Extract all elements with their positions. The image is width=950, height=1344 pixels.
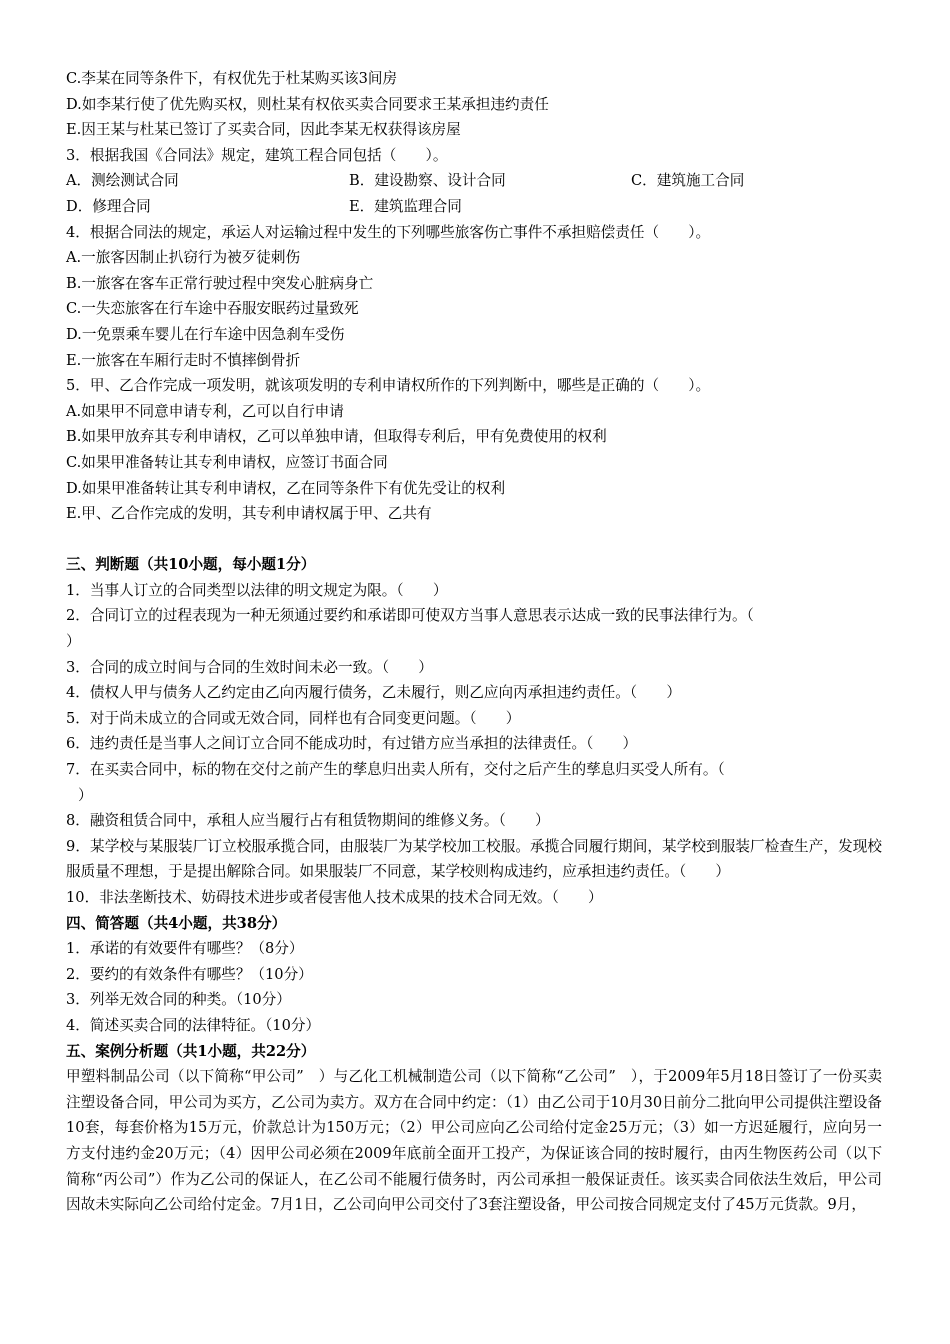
short-answer-item-4: 4．简述买卖合同的法律特征。（10分）: [66, 1016, 321, 1034]
short-answer-item-1: 1．承诺的有效要件有哪些？（8分）: [66, 940, 304, 958]
q5-option-c: C.如果甲准备转让其专利申请权，应签订书面合同: [66, 453, 388, 471]
judgment-item-10: 10．非法垄断技术、妨碍技术进步或者侵害他人技术成果的技术合同无效。（ ）: [66, 889, 603, 906]
judgment-item-5: 5．对于尚未成立的合同或无效合同，同样也有合同变更问题。（ ）: [66, 709, 521, 727]
judgment-item-9: 9．某学校与某服装厂订立校服承揽合同，由服装厂为某学校加工校服。承揽合同履行期间，某学校到服装厂检查生产，发现校服质量不理想，于是提出解除合同。如果服装厂不同意，某学校则构成违约，应承担违约责任。（ ）: [66, 837, 882, 881]
q3-option-e: E．建筑监理合同: [349, 197, 462, 215]
q3-option-c: C．建筑施工合同: [631, 172, 745, 190]
case-text: 甲塑料制品公司（以下简称“甲公司” ）与乙化工机械制造公司（以下简称“乙公司” ），于2009年5月18日签订了一份买卖注塑设备合同，甲公司为买方，乙公司为卖方。双方在合同中约定：（1）由乙公司于10月30日前分二批向甲公司提供注塑设备10套，每套价格为15万元，价款总计为150万元；（2）甲公司应向乙公司给付定金25万元；（3）如一方迟延履行，应向另一方支付违约金20万元；（4）因甲公司必须在2009年底前全面开工投产，为保证该合同的按时履行，由丙生物医药公司（以下简称“丙公司”）作为乙公司的保证人，在乙公司不能履行债务时，丙公司承担一般保证责任。该买卖合同依法生效后，甲公司因故未实际向乙公司给付定金。7月1日，乙公司向甲公司交付了3套注塑设备，甲公司按合同规定支付了45万元货款。9月，: [66, 1068, 882, 1214]
q2-option-e: E.因王某与杜某已签订了买卖合同，因此李某无权获得该房屋: [66, 121, 461, 139]
q5-option-a: A.如果甲不同意申请专利，乙可以自行申请: [66, 402, 344, 420]
judgment-item-7: 7．在买卖合同中，标的物在交付之前产生的孳息归出卖人所有，交付之后产生的孳息归买受人所有。（: [66, 761, 725, 779]
judgment-item-3: 3．合同的成立时间与合同的生效时间未必一致。（ ）: [66, 658, 433, 676]
q5-option-e: E.甲、乙合作完成的发明，其专利申请权属于甲、乙共有: [66, 505, 432, 523]
judgment-item-4: 4．债权人甲与债务人乙约定由乙向丙履行债务，乙未履行，则乙应向丙承担违约责任。（ ）: [66, 684, 681, 702]
q3-option-d: D．修理合同: [66, 197, 151, 215]
case-heading: 五、案例分析题（共1小题，共22分）: [66, 1042, 316, 1060]
judgment-heading: 三、判断题（共10小题，每小题1分）: [66, 556, 316, 574]
q4-option-c: C.一失恋旅客在行车途中吞服安眠药过量致死: [66, 300, 359, 318]
q5-option-b: B.如果甲放弃其专利申请权，乙可以单独申请，但取得专利后，甲有免费使用的权利: [66, 428, 607, 446]
judgment-item-6: 6．违约责任是当事人之间订立合同不能成功时，有过错方应当承担的法律责任。（ ）: [66, 735, 638, 753]
judgment-item-7-cont: ）: [78, 786, 93, 804]
q4-stem: 4．根据合同法的规定，承运人对运输过程中发生的下列哪些旅客伤亡事件不承担赔偿责任（ ）。: [66, 223, 711, 241]
q3-options-row-2: [66, 194, 882, 220]
judgment-item-2: 2．合同订立的过程表现为一种无须通过要约和承诺即可使双方当事人意思表示达成一致的民事法律行为。（: [66, 607, 754, 625]
q4-option-a: A.一旅客因制止扒窃行为被歹徒刺伤: [66, 249, 301, 267]
judgment-item-1: 1．当事人订立的合同类型以法律的明文规定为限。（ ）: [66, 581, 448, 599]
judgment-item-8: 8．融资租赁合同中，承租人应当履行占有租赁物期间的维修义务。（ ）: [66, 812, 550, 830]
q2-option-c: C.李某在同等条件下，有权优先于杜某购买该3间房: [66, 70, 398, 87]
q3-option-a: A．测绘测试合同: [66, 172, 179, 190]
q4-option-e: E.一旅客在车厢行走时不慎摔倒骨折: [66, 351, 301, 369]
section-spacer: [66, 527, 882, 553]
q5-option-d: D.如果甲准备转让其专利申请权，乙在同等条件下有优先受让的权利: [66, 479, 506, 497]
q2-option-d: D.如李某行使了优先购买权，则杜某有权依买卖合同要求王某承担违约责任: [66, 95, 549, 113]
short-answer-item-2: 2．要约的有效条件有哪些？（10分）: [66, 965, 313, 983]
q3-options-row-1: [66, 168, 882, 194]
short-answer-item-3: 3．列举无效合同的种类。（10分）: [66, 991, 291, 1009]
q4-option-b: B.一旅客在客车正常行驶过程中突发心脏病身亡: [66, 274, 374, 292]
q3-option-b: B．建设勘察、设计合同: [349, 172, 506, 190]
short-answer-heading: 四、简答题（共4小题，共38分）: [66, 914, 287, 932]
q3-stem: 3．根据我国《合同法》规定，建筑工程合同包括（ ）。: [66, 146, 448, 164]
q4-option-d: D.一免票乘车婴儿在行车途中因急刹车受伤: [66, 325, 345, 343]
judgment-item-2-cont: ）: [66, 633, 81, 651]
q5-stem: 5．甲、乙合作完成一项发明，就该项发明的专利申请权所作的下列判断中，哪些是正确的（ ）。: [66, 377, 711, 395]
